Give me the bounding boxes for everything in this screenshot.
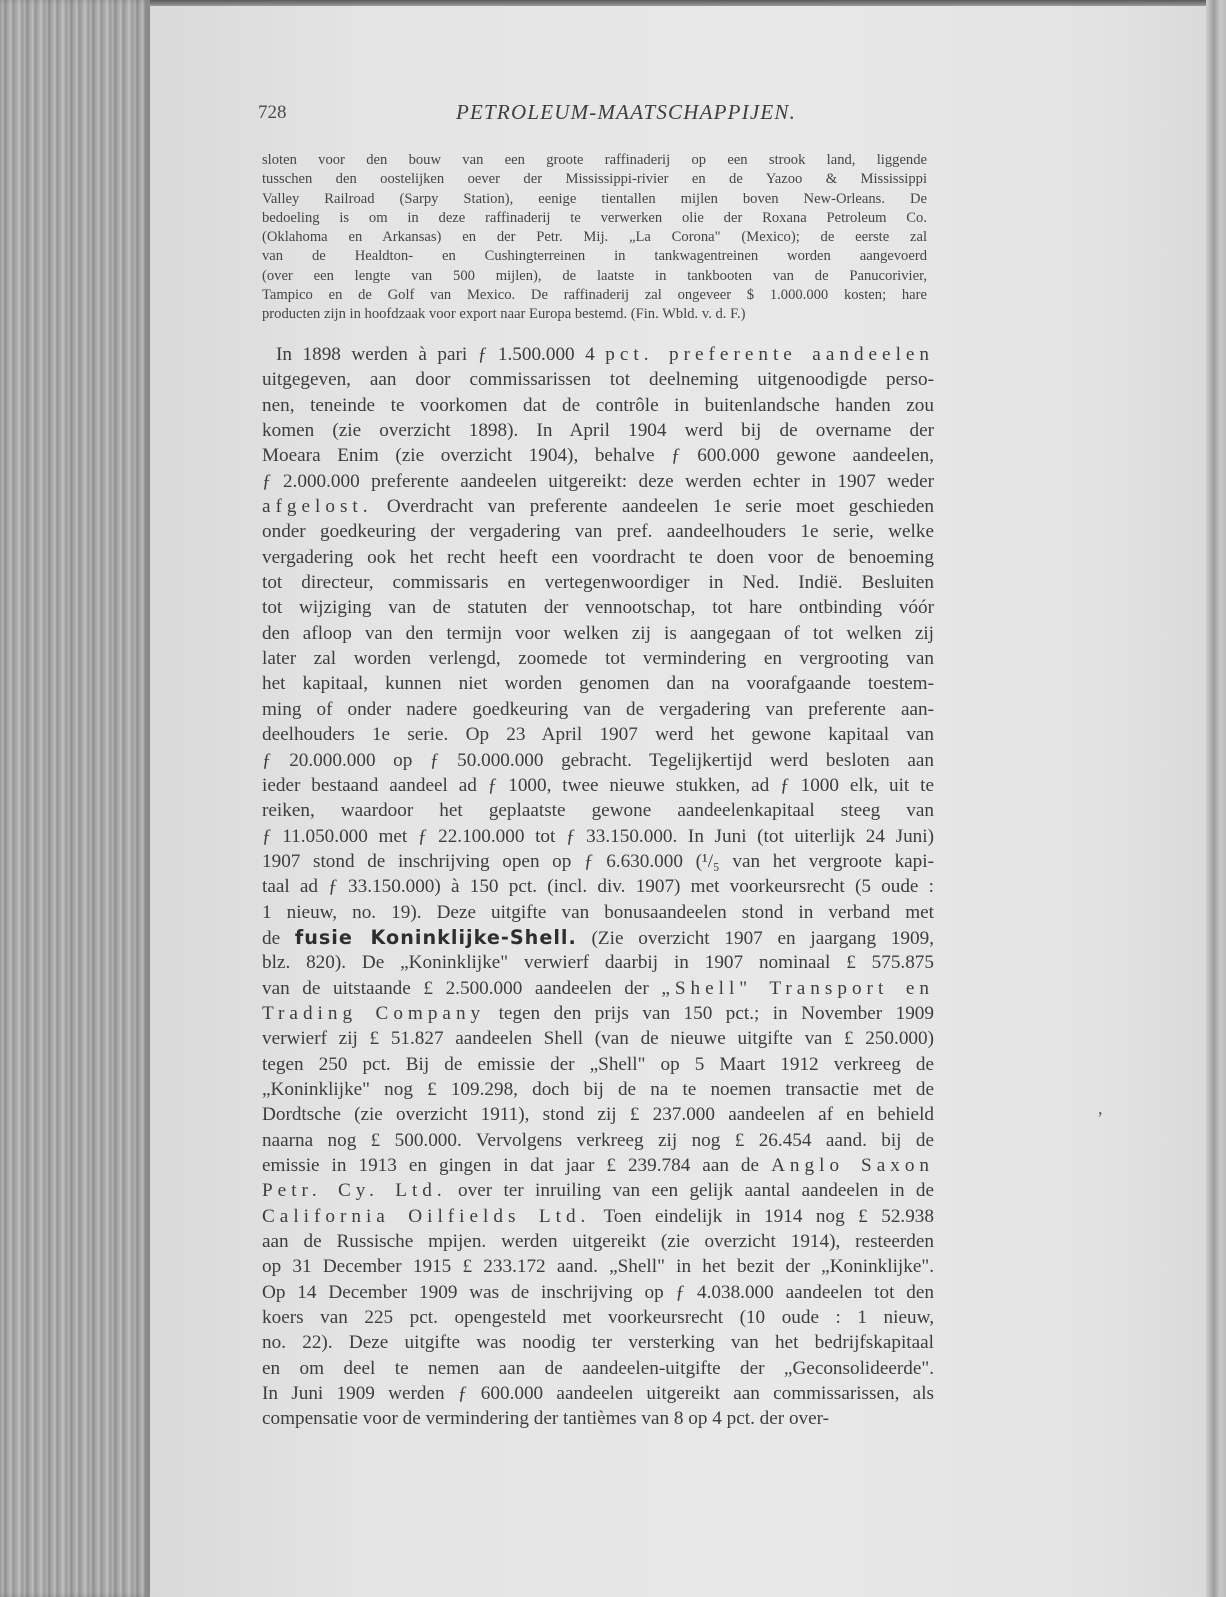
body-line	[262, 1026, 934, 1051]
text-run: uitgegeven, aan door commissarissen tot deelneming uitgenoodigde perso-	[262, 369, 934, 391]
body-line	[262, 773, 934, 798]
body-line	[262, 595, 934, 620]
text-run: tot directeur, commissaris en vertegenwoordiger in Ned. Indië. Besluiten	[262, 572, 934, 594]
body-line	[262, 1204, 934, 1229]
body-line	[262, 1280, 934, 1305]
text-run: „Koninklijke" nog £ 109.298, doch bij de na te noemen transactie met de	[262, 1078, 934, 1100]
notice-line: (Oklahoma en Arkansas) en der Petr. Mij. „La Corona" (Mexico); de eerste zal	[262, 229, 927, 246]
body-line	[262, 1153, 934, 1178]
margin-mark: ,	[1098, 1098, 1103, 1118]
body-line	[262, 1330, 934, 1355]
text-run: Dordtsche (zie overzicht 1911), stond zij £ 237.000 aandeelen af en behield	[262, 1104, 934, 1126]
page-header	[258, 100, 928, 130]
text-run: In Juni 1909 werden ƒ 600.000 aandeelen uitgereikt aan commissarissen, als	[262, 1383, 934, 1405]
body-line	[262, 976, 934, 1001]
body-line	[262, 1356, 934, 1381]
text-run: en om deel te nemen aan de aandeelen-uitgifte der „Geconsolideerde".	[262, 1357, 934, 1379]
text-run: den afloop van den termijn voor welken zij is aangegaan of tot welken zij	[262, 622, 934, 644]
body-line	[262, 469, 934, 494]
text-run: In 1898 werden à pari ƒ 1.500.000 4	[276, 344, 606, 365]
body-line	[262, 545, 934, 570]
spaced-emphasis: Trading Company	[262, 1002, 486, 1024]
body-line	[262, 849, 934, 874]
body-line	[262, 1001, 934, 1026]
text-run: het kapitaal, kunnen niet worden genomen dan na voorafgaande toestem-	[262, 673, 934, 695]
body-line	[262, 1406, 934, 1431]
body-line	[262, 621, 934, 646]
text-run: Moeara Enim (zie overzicht 1904), behalve ƒ 600.000 gewone aandeelen,	[262, 445, 934, 467]
text-run: reiken, waardoor het geplaatste gewone aandeelenkapitaal steeg van	[262, 800, 934, 822]
body-line	[262, 748, 934, 773]
bold-heading-inline: fusie Koninklijke-Shell.	[294, 925, 577, 949]
text-run: tot wijziging van de statuten der vennootschap, tot hare ontbinding vóór	[262, 597, 934, 619]
body-line	[262, 1254, 934, 1279]
text-run: tegen 250 pct. Bij de emissie der „Shell" op 5 Maart 1912 verkreeg de	[262, 1053, 934, 1075]
notice-line: sloten voor den bouw van een groote raffinaderij op een strook land, liggende	[262, 152, 927, 168]
text-run: ƒ 20.000.000 op ƒ 50.000.000 gebracht. Tegelijkertijd werd besloten aan	[262, 749, 934, 771]
body-line	[262, 494, 934, 519]
text-run: taal ad ƒ 33.150.000) à 150 pct. (incl. div. 1907) met voorkeursrecht (5 oude :	[262, 876, 934, 898]
notice-line: Valley Railroad (Sarpy Station), eenige tientallen mijlen boven New-Orleans. De	[262, 190, 927, 207]
text-run: de	[262, 927, 295, 949]
body-line	[262, 367, 934, 392]
text-run: vergadering ook het recht heeft een voordracht te doen voor de benoeming	[262, 546, 934, 568]
spaced-emphasis: Petr. Cy. Ltd.	[262, 1180, 447, 1202]
body-line	[262, 1178, 934, 1203]
body-line	[262, 1305, 934, 1330]
spaced-emphasis: afgelost.	[262, 496, 373, 518]
text-run: deelhouders 1e serie. Op 23 April 1907 werd het gewone kapitaal van	[262, 724, 934, 746]
text-run: ieder bestaand aandeel ad ƒ 1000, twee nieuwe stukken, ad ƒ 1000 elk, uit te	[262, 774, 934, 796]
text-run: ming of onder nadere goedkeuring van de vergadering van preferente aan-	[262, 698, 934, 720]
text-run: aan de Russische mpijen. werden uitgereikt (zie overzicht 1914), resteerden	[262, 1231, 934, 1253]
spaced-emphasis: California Oilfields Ltd.	[262, 1205, 591, 1227]
notice-line: van de Healdton- en Cushingterreinen in tankwagentreinen worden aangevoerd	[262, 248, 927, 265]
text-run: emissie in 1913 en gingen in dat jaar £ 239.784 aan de	[262, 1155, 772, 1176]
body-line	[262, 519, 934, 544]
page-number: 728	[258, 102, 287, 123]
body-line	[262, 1077, 934, 1102]
text-run: tegen den prijs van 150 pct.; in November 1909	[485, 1002, 934, 1024]
body-line	[262, 1128, 934, 1153]
small-print-notice	[262, 151, 927, 325]
body-line	[262, 418, 934, 443]
text-run: ƒ 11.050.000 met ƒ 22.100.000 tot ƒ 33.150.000. In Juni (tot uiterlijk 24 Juni)	[262, 825, 934, 847]
notice-line: tusschen den oostelijken oever der Mississippi-rivier en de Yazoo & Mississippi	[262, 171, 927, 188]
body-line	[262, 798, 934, 823]
body-line	[262, 1229, 934, 1254]
text-run: van de uitstaande £ 2.500.000 aandeelen der	[262, 977, 662, 999]
text-run: 1907 stond de inschrijving open op ƒ 6.630.000 (¹/₅ van het vergroote kapi-	[262, 850, 934, 872]
body-line	[262, 1052, 934, 1077]
text-run: no. 22). Deze uitgifte was noodig ter versterking van het bedrijfskapitaal	[262, 1332, 934, 1354]
body-line	[262, 824, 934, 849]
text-run: koers van 225 pct. opengesteld met voorkeursrecht (10 oude : 1 nieuw,	[262, 1307, 934, 1329]
spaced-emphasis: pct. preferente aandeelen	[605, 344, 935, 365]
running-title: PETROLEUM-MAATSCHAPPIJEN.	[456, 100, 797, 124]
body-line	[262, 393, 934, 418]
notice-line: (over een lengte van 500 mijlen), de laatste in tankbooten van de Panucorivier,	[262, 267, 927, 284]
text-run: 1 nieuw, no. 19). Deze uitgifte van bonusaandeelen stond in verband met	[262, 901, 934, 923]
body-line	[262, 1102, 934, 1127]
text-run: Toen eindelijk in 1914 nog £ 52.938	[590, 1205, 934, 1227]
body-line	[262, 1381, 934, 1406]
body-line	[262, 950, 934, 975]
text-run: later zal worden verlengd, zoomede tot vermindering en vergrooting van	[262, 648, 934, 670]
text-run: blz. 820). De „Koninklijke" verwierf daarbij in 1907 nominaal £ 575.875	[262, 952, 934, 974]
text-run: naarna nog £ 500.000. Vervolgens verkreeg zij nog £ 26.454 aand. bij de	[262, 1129, 934, 1151]
body-line	[262, 570, 934, 595]
body-line	[262, 646, 934, 671]
notice-line: bedoeling is om in deze raffinaderij te verwerken olie der Roxana Petroleum Co.	[262, 209, 927, 226]
body-line	[262, 900, 934, 925]
text-run: over ter inruiling van een gelijk aantal aandeelen in de	[446, 1180, 935, 1202]
body-line	[262, 671, 934, 696]
book-page-stack	[0, 0, 150, 1597]
text-run: Overdracht van preferente aandeelen 1e serie moet geschieden	[372, 496, 934, 518]
notice-line: producten zijn in hoofdzaak voor export naar Europa bestemd. (Fin. Wbld. v. d. F.)	[262, 306, 746, 323]
body-line	[262, 697, 934, 722]
text-run: onder goedkeuring der vergadering van pref. aandeelhouders 1e serie, welke	[262, 521, 934, 543]
body-line	[262, 722, 934, 747]
body-line	[262, 874, 934, 899]
text-run: nen, teneinde te voorkomen dat de contrôle in buitenlandsche handen zou	[262, 394, 934, 416]
body-line	[262, 342, 934, 367]
notice-line: Tampico en de Golf van Mexico. De raffinaderij zal ongeveer $ 1.000.000 kosten; hare	[262, 287, 927, 304]
text-run: komen (zie overzicht 1898). In April 1904 werd bij de overname der	[262, 420, 934, 442]
body-paragraph	[262, 342, 934, 1432]
text-run: Op 14 December 1909 was de inschrijving op ƒ 4.038.000 aandeelen tot den	[262, 1281, 934, 1303]
spaced-emphasis: Anglo Saxon	[771, 1155, 935, 1176]
scan-right-edge	[1206, 0, 1226, 1597]
text-run: op 31 December 1915 £ 233.172 aand. „Shell" in het bezit der „Koninklijke".	[262, 1256, 934, 1278]
text-run: verwierf zij £ 51.827 aandeelen Shell (van de nieuwe uitgifte van £ 250.000)	[262, 1028, 934, 1050]
body-line	[262, 925, 934, 950]
text-run: (Zie overzicht 1907 en jaargang 1909,	[576, 927, 934, 949]
body-line	[262, 443, 934, 468]
text-run: ƒ 2.000.000 preferente aandeelen uitgereikt: deze werden echter in 1907 weder	[262, 470, 934, 492]
text-run: compensatie voor de vermindering der tantièmes van 8 op 4 pct. der over-	[262, 1408, 830, 1430]
spaced-emphasis: „Shell" Transport en	[661, 977, 934, 999]
